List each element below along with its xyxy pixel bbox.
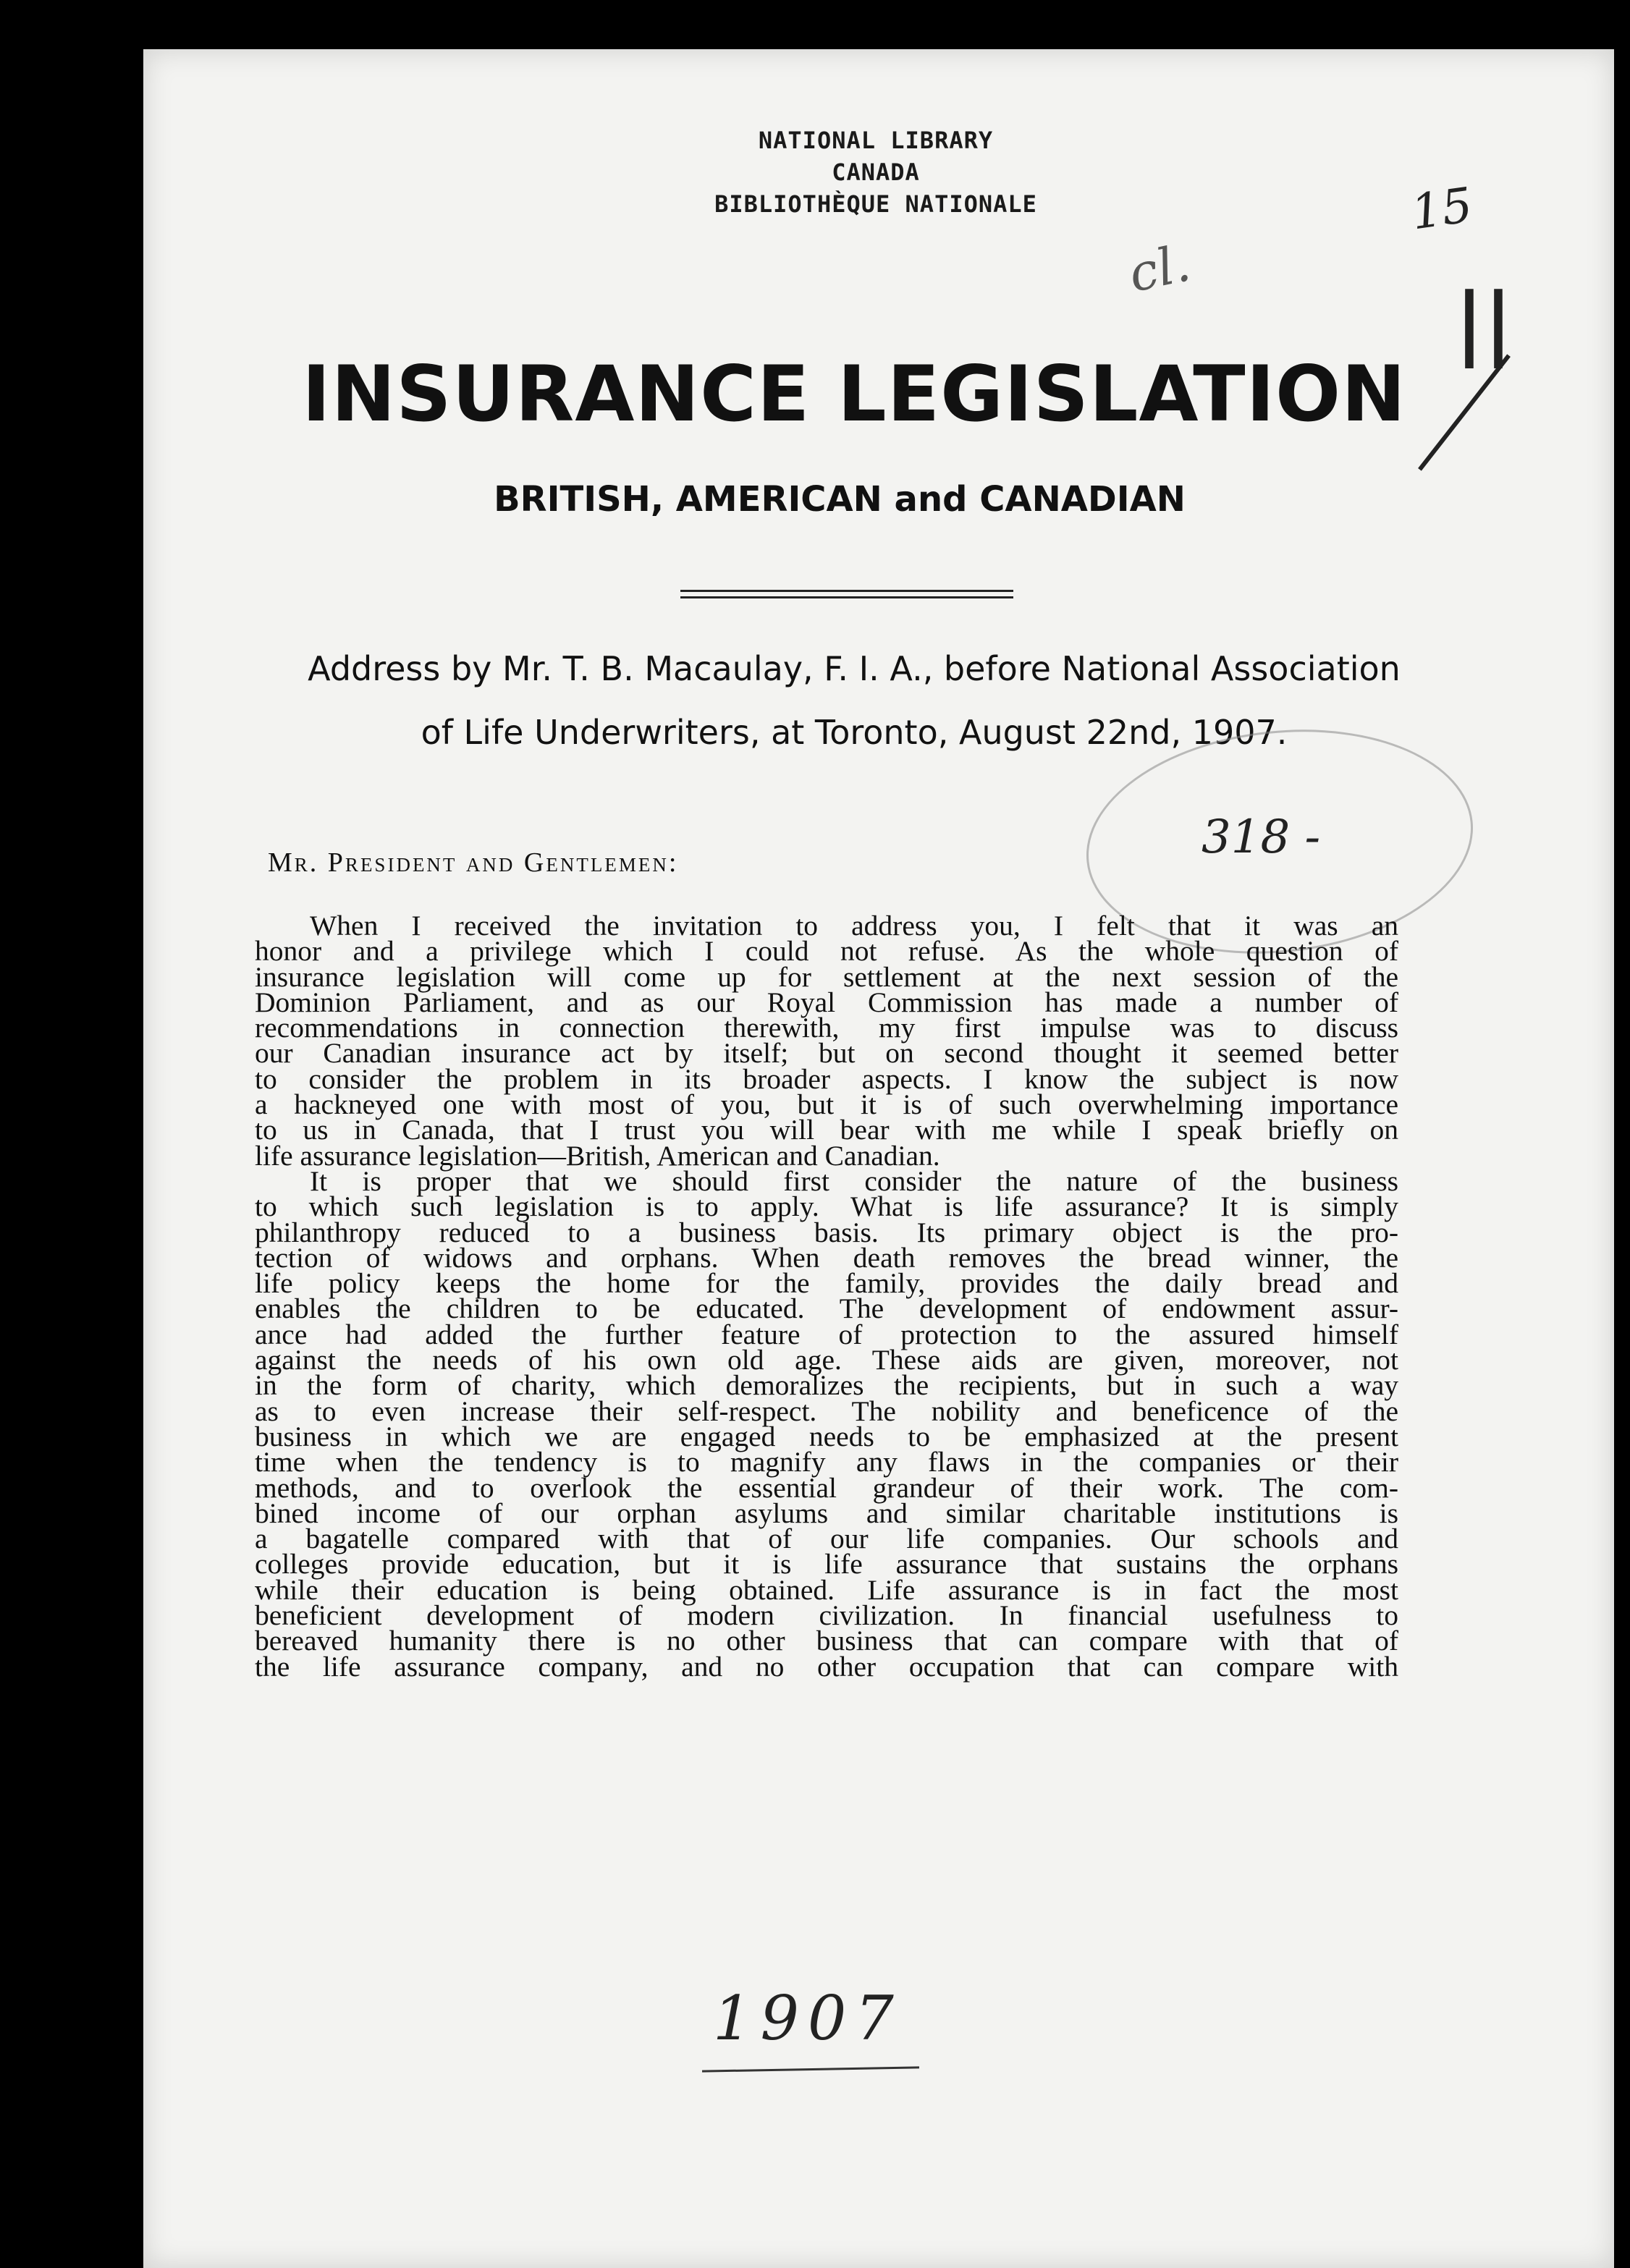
body-line: ance had added the further feature of protection to the assured himself [255,1318,1398,1350]
binding-mark [122,724,135,745]
body-line: the life assurance company, and no other occupation that can compare with [255,1650,1398,1683]
body-line: insurance legislation will come up for settlement at the next session of the [255,960,1398,993]
body-line: business in which we are engaged needs to be emphasized at the present [255,1420,1398,1452]
handwritten-mark: cl. [1123,233,1196,304]
body-line: beneficient development of modern civilization. In financial usefulness to [255,1599,1398,1632]
handwritten-year: 1907 [713,1983,903,2054]
body-line: bereaved humanity there is no other business that can compare with that of [255,1625,1398,1657]
body-line: a hackneyed one with most of you, but it is of such overwhelming importance [255,1088,1398,1121]
address-line: Address by Mr. T. B. Macaulay, F. I. A., before National Association [308,649,1401,688]
binding-mark [122,1679,135,1701]
handwritten-corner-number: 15 [1408,177,1476,241]
stamp-line: BIBLIOTHÈQUE NATIONALE [714,190,1037,218]
handwritten-stamp-number: 318 - [1202,811,1321,864]
stamp-line: CANADA [832,158,920,186]
body-line: recommendations in connection therewith, my first impulse was to discuss [255,1012,1398,1044]
title-rule [680,590,1013,592]
body-line: colleges provide education, but it is life assurance that sustains the orphans [255,1548,1398,1581]
body-line: Dominion Parliament, and as our Royal Commission has made a number of [255,986,1398,1018]
body-line: time when the tendency is to magnify any flaws in the companies or their [255,1446,1398,1478]
body-line: It is proper that we should first consider the nature of the business [310,1164,1398,1197]
body-line: philanthropy reduced to a business basis. Its primary object is the pro- [255,1216,1398,1248]
library-stamp [622,124,1129,220]
body-line: to us in Canada, that I trust you will bear with me while I speak briefly on [255,1114,1398,1146]
body-line: methods, and to overlook the essential grandeur of their work. The com- [255,1471,1398,1504]
body-line: our Canadian insurance act by itself; but on second thought it seemed better [255,1037,1398,1070]
body-line: honor and a privilege which I could not refuse. As the whole question of [255,935,1398,968]
binding-mark [122,1187,135,1209]
body-line: enables the children to be educated. The development of endowment assur- [255,1292,1398,1325]
body-text [255,910,1398,1683]
document-subtitle: BRITISH, AMERICAN and CANADIAN [494,479,1186,520]
stamp-line: NATIONAL LIBRARY [758,127,994,154]
body-line: to consider the problem in its broader aspects. I know the subject is now [255,1062,1398,1095]
title-rule [680,596,1013,598]
body-line: while their education is being obtained. Life assurance is in fact the most [255,1573,1398,1606]
body-line: bined income of our orphan asylums and similar charitable institutions is [255,1497,1398,1529]
body-line: to which such legislation is to apply. What is life assurance? It is simply [255,1190,1398,1223]
body-line: in the form of charity, which demoralizes the recipients, but in such a way [255,1369,1398,1402]
body-line: a bagatelle compared with that of our life companies. Our schools and [255,1523,1398,1555]
body-line: tection of widows and orphans. When death removes the bread winner, the [255,1241,1398,1274]
body-line: life policy keeps the home for the family, provides the daily bread and [255,1267,1398,1300]
body-line: as to even increase their self-respect. The nobility and beneficence of the [255,1395,1398,1427]
document-title: INSURANCE LEGISLATION [302,350,1406,439]
body-line: against the needs of his own old age. These aids are given, moreover, not [255,1344,1398,1376]
body-line: When I received the invitation to address you, I felt that it was an [310,910,1398,942]
salutation: Mr. President and Gentlemen: [268,847,679,878]
body-line: life assurance legislation—British, American and Canadian. [255,1139,940,1172]
address-line: of Life Underwriters, at Toronto, August 22nd, 1907. [421,713,1288,752]
handwritten-double-stroke: || [1455,275,1513,368]
